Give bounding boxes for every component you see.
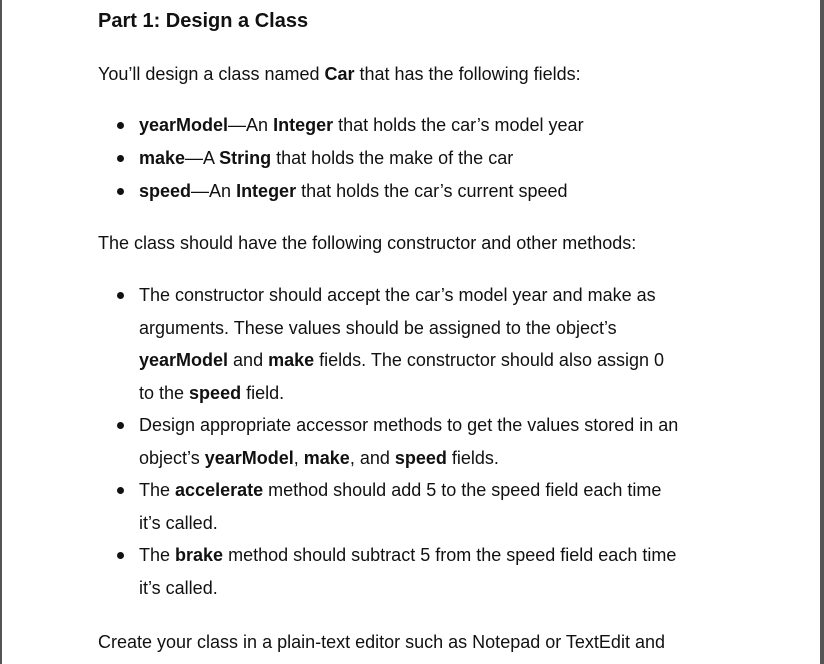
intro-paragraph: You’ll design a class named Car that has the following fields:	[98, 64, 581, 84]
class-name-car: Car	[324, 64, 355, 84]
section-heading: Part 1: Design a Class	[98, 10, 309, 32]
method-item-accelerate: The accelerate method should add 5 to the speed field each time it’s called.	[110, 474, 678, 539]
closing-paragraph: Create your class in a plain-text editor such as Notepad or TextEdit and	[98, 632, 665, 652]
method-item-brake: The brake method should subtract 5 from the speed field each time it’s called.	[110, 539, 678, 604]
method-item-accessors: Design appropriate accessor methods to get the values stored in an object’s yearModel, make, and speed fields.	[110, 409, 678, 474]
field-item-yearmodel: yearModel—An Integer that holds the car’s model year	[110, 109, 584, 142]
field-item-speed: speed—An Integer that holds the car’s current speed	[110, 175, 584, 208]
methods-intro-paragraph: The class should have the following constructor and other methods:	[98, 233, 637, 253]
method-item-constructor: The constructor should accept the car’s model year and make as arguments. These values should be assigned to the object’s yearModel and make fields. The constructor should also assign 0 to the speed field.	[110, 279, 678, 409]
fields-list	[110, 109, 584, 208]
methods-list	[110, 279, 678, 604]
field-item-make: make—A String that holds the make of the car	[110, 142, 584, 175]
